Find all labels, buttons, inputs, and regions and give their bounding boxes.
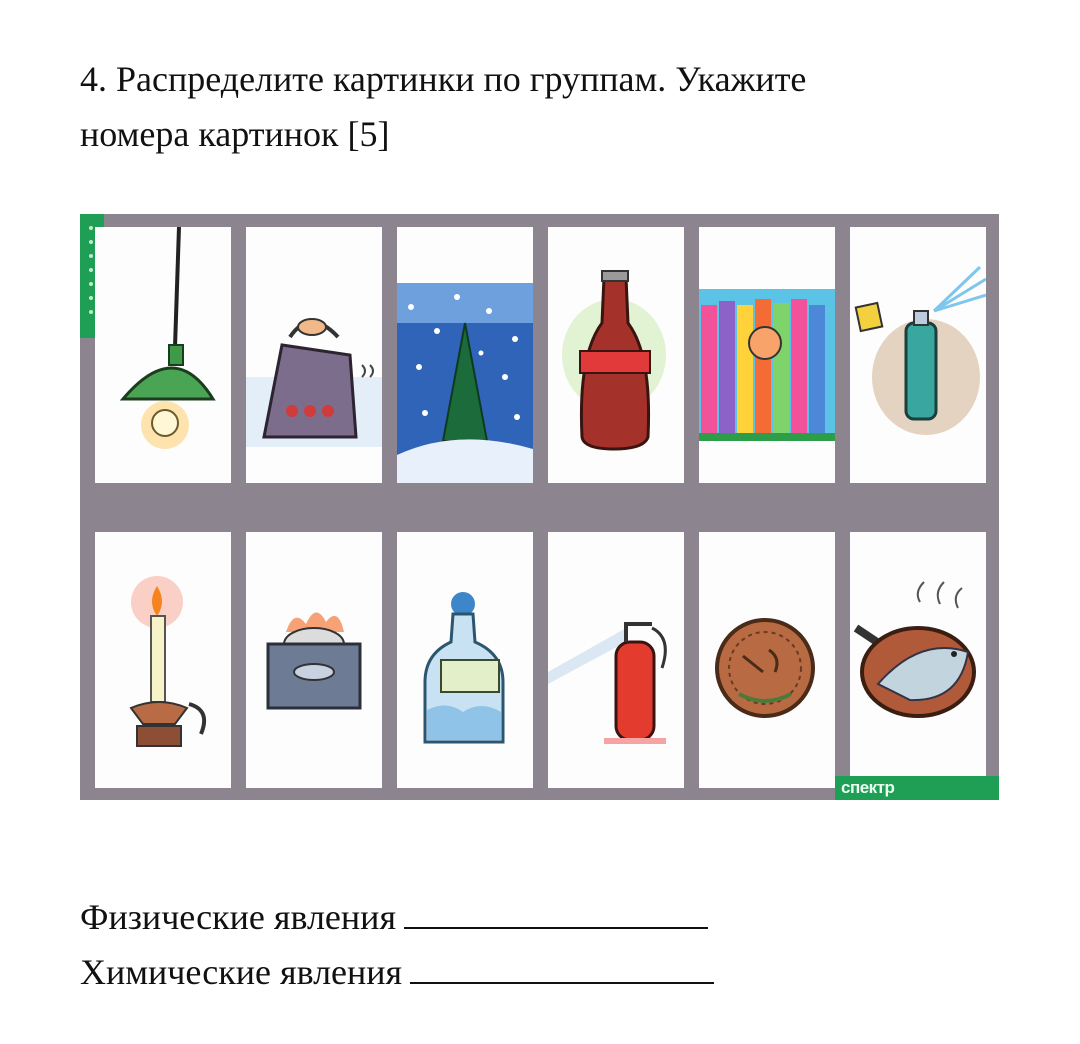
picture-card-10 bbox=[548, 532, 684, 788]
picture-card-4 bbox=[548, 227, 684, 483]
fire-extinguisher-icon bbox=[548, 532, 684, 788]
picture-card-9 bbox=[397, 532, 533, 788]
picture-card-7 bbox=[95, 532, 231, 788]
publisher-logo: спектр bbox=[835, 776, 999, 800]
chemical-label: Химические явления bbox=[80, 952, 403, 992]
copper-coin-icon bbox=[699, 532, 835, 788]
picture-card-11 bbox=[699, 532, 835, 788]
task-line-1: 4. Распределите картинки по группам. Укажите bbox=[80, 59, 807, 99]
answer-block bbox=[80, 890, 980, 1000]
physical-label: Физические явления bbox=[80, 897, 397, 937]
chemical-answer-row bbox=[80, 945, 980, 1000]
picture-card-2 bbox=[246, 227, 382, 483]
chemical-answer-blank[interactable] bbox=[410, 952, 714, 984]
bottle-ice-icon bbox=[397, 532, 533, 788]
physical-answer-row bbox=[80, 890, 980, 945]
picture-card-8 bbox=[246, 532, 382, 788]
frying-fish-icon bbox=[850, 532, 986, 788]
picture-board bbox=[80, 214, 999, 800]
physical-answer-blank[interactable] bbox=[404, 897, 708, 929]
iron-icon bbox=[246, 227, 382, 483]
aerosol-can-icon bbox=[850, 227, 986, 483]
picture-card-12 bbox=[850, 532, 986, 788]
task-text bbox=[80, 52, 980, 162]
winter-fir-icon bbox=[397, 227, 533, 483]
picture-card-1 bbox=[95, 227, 231, 483]
soda-bottle-icon bbox=[548, 227, 684, 483]
task-line-2: номера картинок [5] bbox=[80, 114, 390, 154]
candle-icon bbox=[95, 532, 231, 788]
stove-pot-icon bbox=[246, 532, 382, 788]
picture-card-5 bbox=[699, 227, 835, 483]
lamp-icon bbox=[95, 227, 231, 483]
fence-painting-icon bbox=[699, 227, 835, 483]
picture-card-6 bbox=[850, 227, 986, 483]
picture-card-3 bbox=[397, 227, 533, 483]
